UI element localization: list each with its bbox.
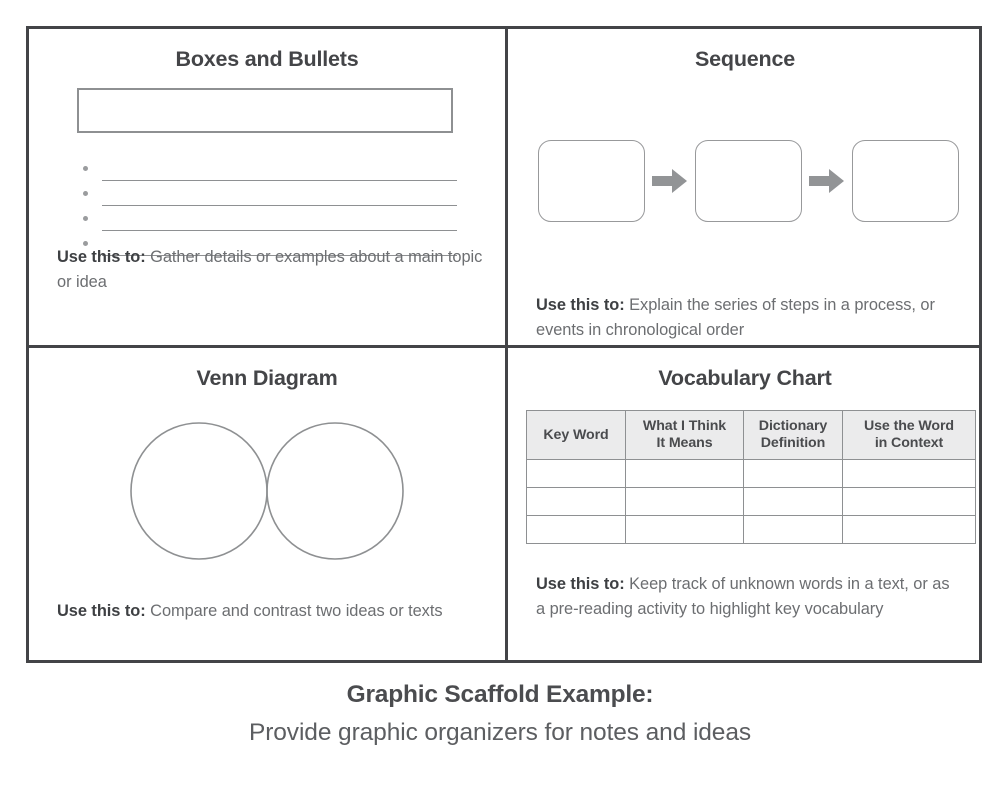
- vocabulary-table: [526, 410, 976, 544]
- table-header-line: Use the Word: [864, 418, 954, 434]
- table-cell[interactable]: [843, 460, 976, 488]
- caption-title: Graphic Scaffold Example:: [346, 681, 654, 708]
- use-this-to-caption: [57, 599, 483, 624]
- table-header-line: Key Word: [543, 426, 609, 443]
- table-cell[interactable]: [843, 516, 976, 544]
- table-row: [527, 488, 976, 516]
- table-cell[interactable]: [527, 488, 626, 516]
- use-this-to-caption: [536, 572, 960, 622]
- caption-subtitle: Provide graphic organizers for notes and ideas: [248, 719, 752, 746]
- table-cell[interactable]: [527, 516, 626, 544]
- use-this-to-text: Compare and contrast two ideas or texts: [145, 602, 443, 621]
- panel-title-vocabulary-chart: Vocabulary Chart: [658, 366, 832, 390]
- use-this-to-lead: Use this to:: [57, 602, 146, 621]
- bullet-dot-icon: [83, 191, 88, 196]
- use-this-to-lead: Use this to:: [536, 575, 625, 594]
- main-topic-box: [77, 88, 453, 133]
- bottom-caption: [0, 678, 1000, 750]
- table-header-row: [527, 411, 976, 460]
- sequence-step-box: [538, 140, 645, 222]
- bullet-write-line: [102, 180, 457, 181]
- panel-sequence: [508, 29, 982, 348]
- panel-venn-diagram: [29, 348, 508, 663]
- use-this-to-text: Gather details or examples about a main topic or idea: [57, 248, 483, 292]
- panel-title-boxes-and-bullets: Boxes and Bullets: [175, 47, 359, 71]
- bullet-dot-icon: [83, 166, 88, 171]
- panel-vocabulary-chart: [508, 348, 982, 663]
- table-header-cell: [626, 411, 744, 460]
- graphic-organizer-grid: [26, 26, 982, 663]
- bullet-write-line: [102, 205, 457, 206]
- table-row: [527, 516, 976, 544]
- panel-title-sequence: Sequence: [695, 47, 795, 71]
- use-this-to-lead: Use this to:: [57, 248, 146, 267]
- table-cell[interactable]: [843, 488, 976, 516]
- sequence-step-box: [695, 140, 802, 222]
- table-cell[interactable]: [626, 516, 744, 544]
- table-header-cell: [744, 411, 843, 460]
- table-row: [527, 460, 976, 488]
- venn-circle-right: [267, 423, 403, 559]
- table-cell[interactable]: [626, 460, 744, 488]
- arrow-right-icon: [645, 167, 695, 195]
- use-this-to-text: Explain the series of steps in a process, or events in chronological order: [536, 296, 935, 340]
- table-header-line: It Means: [656, 435, 713, 451]
- use-this-to-caption: [536, 293, 960, 343]
- table-cell[interactable]: [626, 488, 744, 516]
- panel-boxes-and-bullets: [29, 29, 508, 348]
- sequence-step-box: [852, 140, 959, 222]
- use-this-to-lead: Use this to:: [536, 296, 625, 315]
- sequence-diagram: [538, 139, 963, 223]
- table-cell[interactable]: [744, 516, 843, 544]
- table-header-line: Definition: [760, 435, 826, 451]
- table-header-line: in Context: [874, 435, 944, 451]
- bullet-row: [77, 186, 457, 211]
- table-header-line: Dictionary: [758, 418, 828, 434]
- arrow-right-icon: [802, 167, 852, 195]
- use-this-to-text: Keep track of unknown words in a text, or as a pre-reading activity to highlight key vocabulary: [536, 575, 950, 619]
- table-header-cell: [843, 411, 976, 460]
- venn-diagram-figure: [29, 420, 505, 570]
- table-header-line: What I Think: [642, 418, 727, 434]
- venn-circle-left: [131, 423, 267, 559]
- table-cell[interactable]: [744, 460, 843, 488]
- table-header-cell: [527, 411, 626, 460]
- bullet-row: [77, 211, 457, 236]
- table-cell[interactable]: [527, 460, 626, 488]
- bullet-write-line: [102, 230, 457, 231]
- table-cell[interactable]: [744, 488, 843, 516]
- use-this-to-caption: [57, 245, 483, 295]
- bullet-row: [77, 161, 457, 186]
- bullet-dot-icon: [83, 216, 88, 221]
- panel-title-venn-diagram: Venn Diagram: [196, 366, 338, 390]
